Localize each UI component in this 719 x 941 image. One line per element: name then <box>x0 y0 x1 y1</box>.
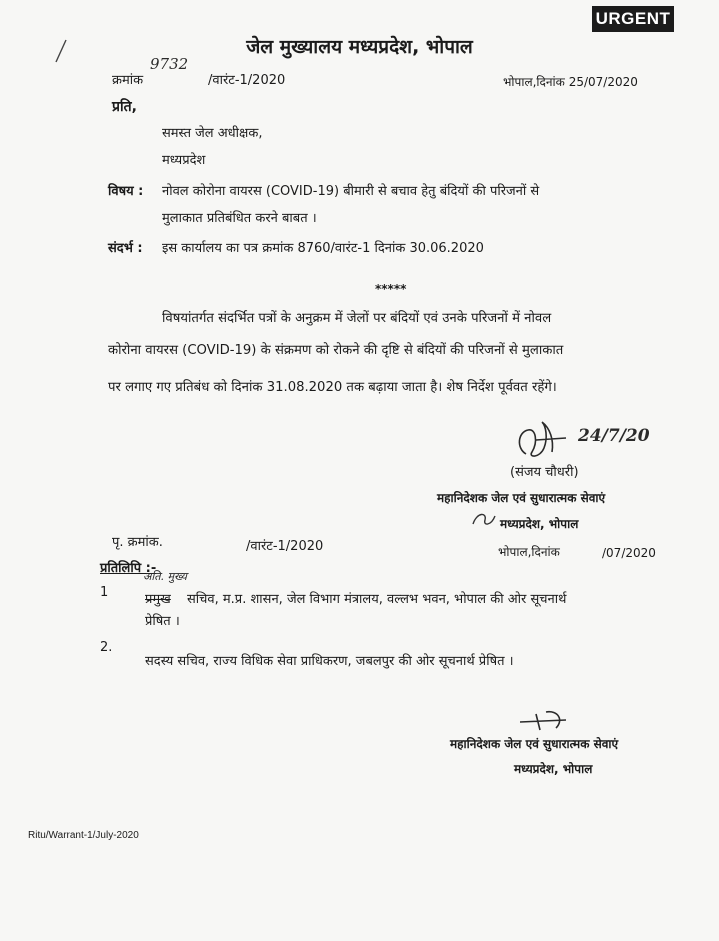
signatory-name: (संजय चौधरी) <box>510 465 579 480</box>
second-signatory-designation: महानिदेशक जेल एवं सुधारात्मक सेवाएं <box>450 737 619 751</box>
subject-line-2: मुलाकात प्रतिबंधित करने बाबत । <box>162 211 317 226</box>
place-date: भोपाल,दिनांक 25/07/2020 <box>503 75 638 89</box>
copy-item-1-number: 1 <box>100 585 109 600</box>
copy-item-1-struck-word: प्रमुख <box>145 592 171 607</box>
handwritten-note: अति. मुख्य <box>143 570 187 583</box>
body-line-2: कोरोना वायरस (COVID-19) के संक्रमण को रोकने की दृष्टि से बंदियों की परिजनों से मुलाकात <box>108 343 564 358</box>
copy-item-1-line-1: सचिव, म.प्र. शासन, जेल विभाग मंत्रालय, वल्लभ भवन, भोपाल की ओर सूचनार्थ <box>187 592 567 607</box>
signatory-designation: महानिदेशक जेल एवं सुधारात्मक सेवाएं <box>437 491 606 505</box>
signatory-place: मध्यप्रदेश, भोपाल <box>500 517 579 531</box>
copy-item-2-line-1: सदस्य सचिव, राज्य विधिक सेवा प्राधिकरण, जबलपुर की ओर सूचनार्थ प्रेषित । <box>145 654 514 669</box>
urgent-stamp: URGENT <box>592 6 674 32</box>
body-line-1: विषयांतर्गत संदर्भित पत्रों के अनुक्रम में जेलों पर बंदियों एवं उनके परिजनों में नोवल <box>162 311 552 326</box>
endorsement-place-date: भोपाल,दिनांक <box>498 545 560 559</box>
addressee-line-2: मध्यप्रदेश <box>162 153 206 168</box>
initial-mark <box>469 508 499 532</box>
kramank-label: क्रमांक <box>112 73 144 88</box>
letterhead-title: जेल मुख्यालय मध्यप्रदेश, भोपाल <box>246 36 473 58</box>
subject-line-1: नोवल कोरोना वायरस (COVID-19) बीमारी से बचाव हेतु बंदियों की परिजनों से <box>162 184 540 199</box>
handwritten-signature-date: 24/7/20 <box>578 426 650 446</box>
reference-label: संदर्भ : <box>108 241 143 256</box>
copy-item-1-line-2: प्रेषित । <box>145 614 180 629</box>
second-signatory-place: मध्यप्रदेश, भोपाल <box>514 762 593 776</box>
endorsement-kramank-label: पृ. क्रमांक. <box>112 535 163 550</box>
footer-file-reference: Ritu/Warrant-1/July-2020 <box>28 830 139 841</box>
second-signature <box>516 708 576 734</box>
handwritten-kramank-number: 9732 <box>150 55 189 73</box>
reference-text: इस कार्यालय का पत्र क्रमांक 8760/वारंट-1 दिनांक 30.06.2020 <box>162 241 484 256</box>
endorsement-date-value: /07/2020 <box>602 546 656 560</box>
subject-label: विषय : <box>108 184 144 199</box>
prati-label: प्रति, <box>112 99 137 115</box>
body-line-3: पर लगाए गए प्रतिबंध को दिनांक 31.08.2020 तक बढ़ाया जाता है। शेष निर्देश पूर्ववत रहेंगे। <box>108 380 557 395</box>
copy-item-2-number: 2. <box>100 640 113 655</box>
pratilipi-heading: प्रतिलिपि :- <box>100 561 157 576</box>
warrant-reference: /वारंट-1/2020 <box>208 73 286 88</box>
addressee-line-1: समस्त जेल अधीक्षक, <box>162 126 263 141</box>
endorsement-warrant-reference: /वारंट-1/2020 <box>246 539 324 554</box>
separator-stars: ***** <box>375 282 407 296</box>
